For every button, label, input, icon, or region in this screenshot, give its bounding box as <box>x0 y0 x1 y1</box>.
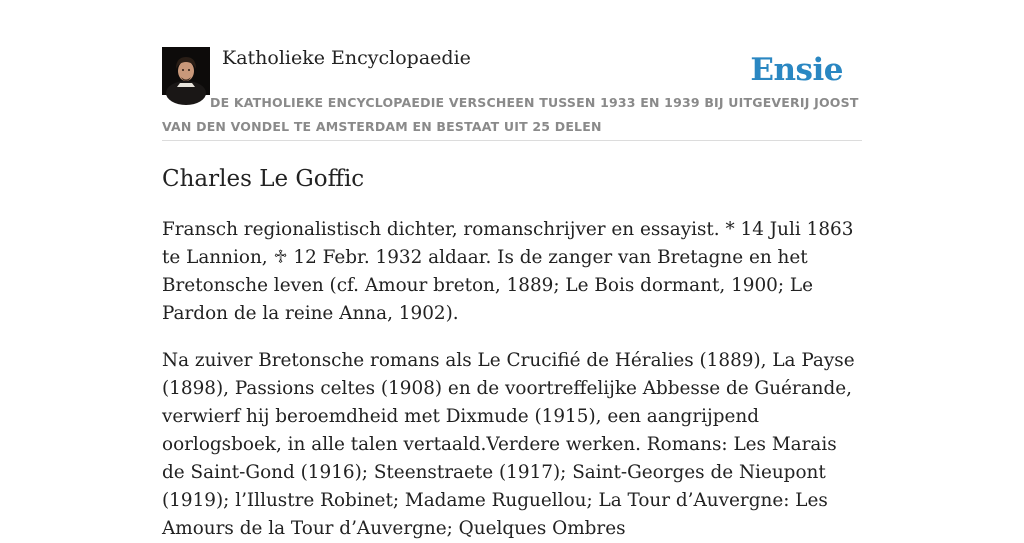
site-header <box>162 46 862 141</box>
ensie-logo-link[interactable]: Ensie <box>750 52 843 88</box>
article-paragraph: Na zuiver Bretonsche romans als Le Crucifié de Héralies (1889), La Payse (1898), Passions celtes (1908) en de voortreffelijke Abbesse de Guérande, verwierf hij beroemdheid met Dixmude (1915), een aangrijpend oorlogsboek, in alle talen vertaald.Verdere werken. Romans: Les Marais de Saint-Gond (1916); Steenstraete (1917); Saint-Georges de Nieupont (1919); l’Illustre Robinet; Madame Ruguellou; La Tour d’Auvergne: Les Amours de la Tour d’Auvergne; Quelques Ombres <box>162 350 855 539</box>
article <box>162 162 862 543</box>
portrait-avatar[interactable] <box>162 47 210 95</box>
site-tagline: DE KATHOLIEKE ENCYCLOPAEDIE VERSCHEEN TUSSEN 1933 EN 1939 BIJ UITGEVERIJ JOOST VAN DEN VONDEL TE AMSTERDAM EN BESTAAT UIT 25 DELEN <box>162 95 859 134</box>
article-title: Charles Le Goffic <box>162 166 365 192</box>
site-title[interactable]: Katholieke Encyclopaedie <box>222 47 471 69</box>
article-paragraph: Fransch regionalistisch dichter, romanschrijver en essayist. * 14 Juli 1863 te Lannion, ♱ 12 Febr. 1932 aldaar. Is de zanger van Bretagne en het Bretonsche leven (cf. Amour breton, 1889; Le Bois dormant, 1900; Le Pardon de la reine Anna, 1902). <box>162 219 854 324</box>
